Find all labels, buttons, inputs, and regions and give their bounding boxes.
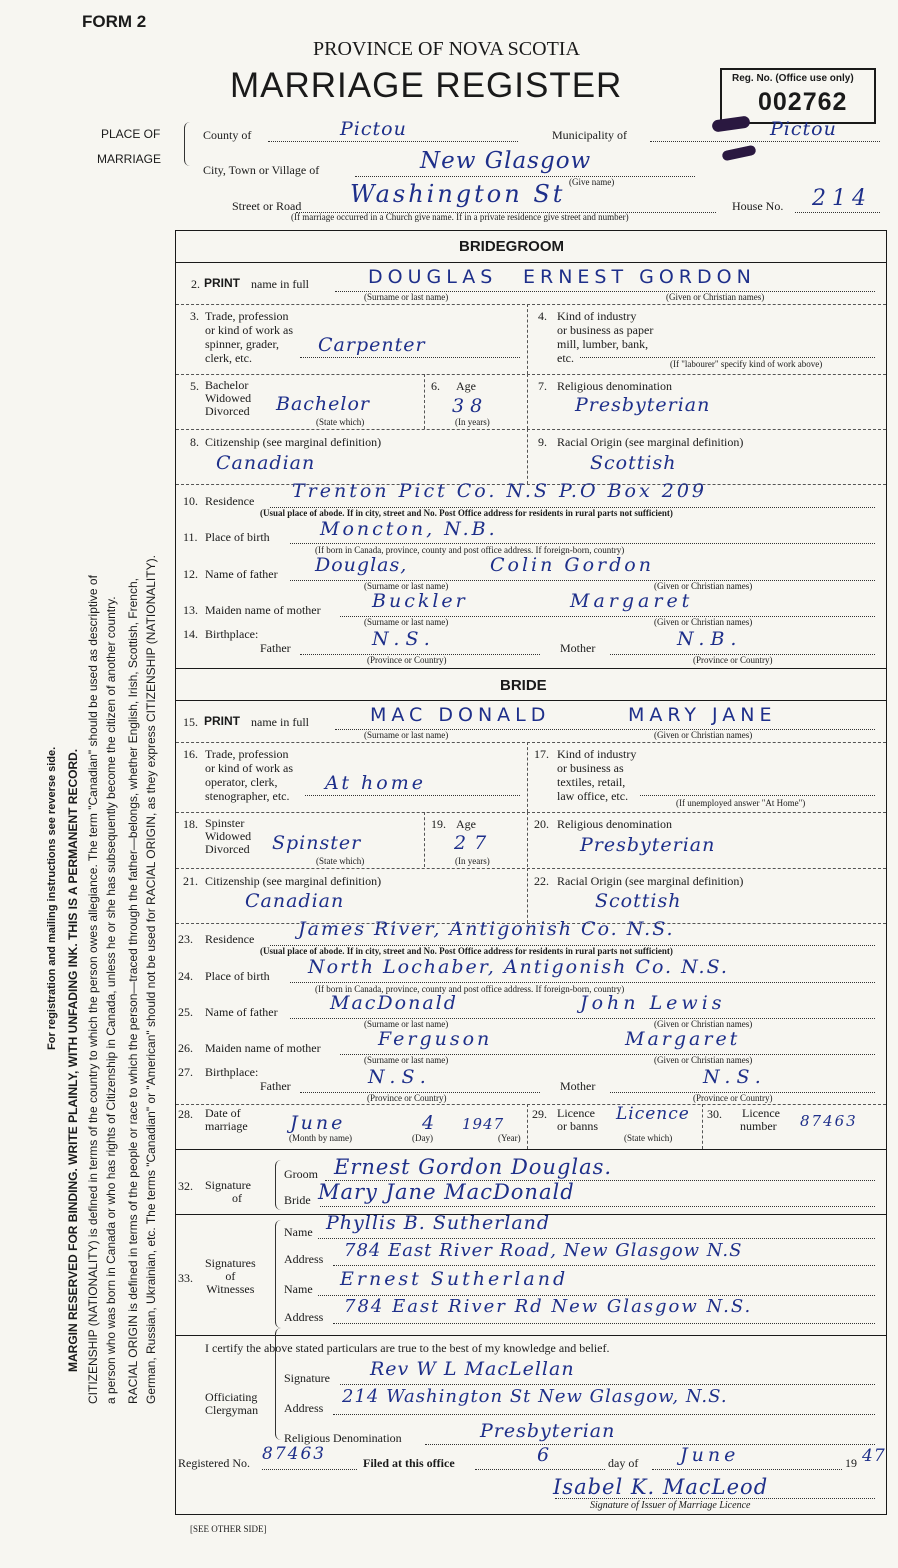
witness-address-label: Address — [284, 1252, 324, 1266]
registered-number-label: Registered No. — [178, 1456, 250, 1470]
bride-father-surname: MacDonald — [330, 992, 458, 1014]
item-number: 6. — [431, 379, 440, 393]
witness-name-label: Name — [284, 1225, 313, 1239]
groom-mother-birthplace: N.B. — [677, 628, 743, 650]
item-number: 14. — [183, 627, 198, 641]
groom-age: 38 — [452, 395, 489, 417]
item-number: 30. — [707, 1107, 722, 1121]
item-number: 16. — [183, 747, 198, 761]
filed-month: June — [680, 1444, 740, 1466]
mother-label: Maiden name of mother — [205, 1041, 321, 1055]
bp-mother-label: Mother — [560, 641, 596, 655]
witness1-name: Phyllis B. Sutherland — [326, 1212, 551, 1234]
licence-label: Licence or banns — [557, 1106, 598, 1133]
day-caption: (Day) — [412, 1133, 433, 1143]
state-which-caption: (State which) — [316, 856, 365, 866]
street-value: Washington St — [350, 180, 566, 208]
item-number: 10. — [183, 494, 198, 508]
racial-label: Racial Origin (see marginal definition) — [557, 435, 744, 449]
clergy-address-label: Address — [284, 1401, 324, 1415]
residence-label: Residence — [205, 494, 255, 508]
house-label: House No. — [732, 199, 784, 213]
registered-number: 87463 — [262, 1444, 327, 1464]
licence-number-label: Licence number — [740, 1106, 780, 1133]
bride-birthplace: North Lochaber, Antigonish Co. N.S. — [308, 956, 729, 978]
given-caption: (Given or Christian names) — [654, 617, 753, 627]
city-value: New Glasgow — [420, 148, 592, 174]
officiating-label: Officiating Clergyman — [205, 1390, 259, 1417]
years-caption: (In years) — [455, 417, 490, 427]
given-caption: (Given or Christian names) — [654, 1055, 753, 1065]
name-label: name in full — [251, 277, 309, 291]
item-number: 24. — [178, 969, 193, 983]
item-number: 19. — [431, 817, 446, 831]
labourer-caption: (If "labourer" specify kind of work above) — [670, 359, 823, 369]
trade-label: Trade, profession or kind of work as spinner, grader, clerk, etc. — [205, 309, 293, 365]
item-number: 25. — [178, 1005, 193, 1019]
religion-label: Religious denomination — [557, 817, 672, 831]
marriage-label: MARRIAGE — [97, 152, 162, 166]
page-title: MARRIAGE REGISTER — [230, 66, 623, 105]
groom-birthplace: Moncton, N.B. — [320, 518, 498, 540]
bracket — [275, 1160, 284, 1210]
residence-caption: (Usual place of abode. If in city, street and No. Post Office address for residents in rural parts not sufficient) — [260, 508, 673, 518]
margin-binding-notice: MARGIN RESERVED FOR BINDING. WRITE PLAINLY, WITH UNFADING INK. THIS IS A PERMANENT RECORD. — [66, 748, 80, 1372]
witness-address-label: Address — [284, 1310, 324, 1324]
licence-or-banns: Licence — [616, 1104, 690, 1124]
father-label: Name of father — [205, 567, 278, 581]
licence-number: 87463 — [800, 1112, 858, 1130]
witnesses-label: Signatures of Witnesses — [205, 1256, 256, 1296]
surname-caption: (Surname or last name) — [364, 292, 449, 302]
province-heading: PROVINCE OF NOVA SCOTIA — [313, 38, 580, 60]
reg-number-label: Reg. No. (Office use only) — [732, 73, 854, 84]
bride-age: 27 — [454, 832, 495, 854]
bp-mother-label: Mother — [560, 1079, 596, 1093]
father-label: Name of father — [205, 1005, 278, 1019]
groom-mother-given: Margaret — [570, 590, 694, 612]
racial-label: Racial Origin (see marginal definition) — [557, 874, 744, 888]
item-number: 7. — [538, 379, 547, 393]
issuer-signature: Isabel K. MacLeod — [553, 1475, 769, 1499]
bride-citizenship: Canadian — [245, 890, 345, 912]
bp-father-label: Father — [260, 641, 291, 655]
form-number: FORM 2 — [82, 12, 147, 31]
day-of-label: day of — [608, 1456, 639, 1470]
print-label: PRINT — [204, 714, 240, 728]
bride-father-birthplace: N.S. — [368, 1066, 432, 1088]
surname-caption: (Surname or last name) — [364, 1019, 449, 1029]
item-number: 22. — [534, 874, 549, 888]
groom-citizenship: Canadian — [216, 452, 316, 474]
see-other-side: [SEE OTHER SIDE] — [190, 1524, 267, 1534]
street-label: Street or Road — [232, 199, 302, 213]
county-label: County of — [203, 128, 252, 142]
residence-label: Residence — [205, 932, 255, 946]
item-number: 27. — [178, 1065, 193, 1079]
groom-signature-label: Groom — [284, 1167, 318, 1181]
bride-mother-birthplace: N.S. — [703, 1066, 767, 1088]
pob-label: Place of birth — [205, 530, 270, 544]
marriage-month: June — [290, 1112, 346, 1134]
clergy-religion-label: Religious Denomination — [284, 1431, 402, 1445]
item-number: 11. — [183, 530, 198, 544]
item-number: 12. — [183, 567, 198, 581]
given-caption: (Given or Christian names) — [666, 292, 765, 302]
bracket — [275, 1220, 284, 1328]
given-caption: (Given or Christian names) — [654, 581, 753, 591]
year-caption: (Year) — [498, 1133, 521, 1143]
item-number: 8. — [190, 435, 199, 449]
witness1-address: 784 East River Road, New Glasgow N.S — [344, 1240, 743, 1261]
bride-father-given: John Lewis — [580, 992, 726, 1014]
surname-caption: (Surname or last name) — [364, 581, 449, 591]
place-label: PLACE OF — [101, 127, 161, 141]
clergy-signature: Rev W L MacLellan — [370, 1358, 575, 1380]
province-caption: (Province or Country) — [693, 1093, 773, 1103]
marriage-year: 1947 — [462, 1115, 505, 1133]
margin-racial-definition: RACIAL ORIGIN is defined in terms of the people or race to which the person—traced through the father—belongs, whether English, Irish, Scottish, French, — [126, 578, 140, 1404]
county-value: Pictou — [340, 118, 407, 140]
item-number: 13. — [183, 603, 198, 617]
item-number: 17. — [534, 747, 549, 761]
clergy-signature-label: Signature — [284, 1371, 330, 1385]
state-which-caption: (State which) — [624, 1133, 673, 1143]
reg-number: 002762 — [758, 88, 848, 116]
bride-given-names: MARY JANE — [628, 704, 777, 726]
bride-trade: At home — [325, 772, 426, 794]
municipality-value: Pictou — [770, 118, 837, 140]
street-caption: (If marriage occurred in a Church give name. If in a private residence give street and number) — [291, 212, 629, 222]
birthplace-label: Birthplace: — [205, 627, 259, 641]
given-caption: (Given or Christian names) — [654, 1019, 753, 1029]
given-caption: (Given or Christian names) — [654, 730, 753, 740]
groom-signature: Ernest Gordon Douglas. — [334, 1155, 613, 1179]
mother-label: Maiden name of mother — [205, 603, 321, 617]
age-label: Age — [456, 379, 476, 393]
item-number: 4. — [538, 309, 547, 323]
filed-label: Filed at this office — [363, 1456, 455, 1470]
certify-statement: I certify the above stated particulars are true to the best of my knowledge and belief. — [205, 1341, 610, 1355]
year-prefix: 19 — [845, 1456, 857, 1470]
margin-citizenship-definition-2: a person who was born in Canada or who has rights of Citizenship in Canada, unless he or she has subsequently become the citizen of another country. — [104, 596, 118, 1404]
province-caption: (Province or Country) — [367, 1093, 447, 1103]
margin-citizenship-definition: CITIZENSHIP (NATIONALITY) is defined in terms of the country to which the person owes allegiance. The term "Canadian" should be used as descriptive of — [86, 575, 100, 1404]
pob-label: Place of birth — [205, 969, 270, 983]
city-label: City, Town or Village of — [203, 163, 320, 177]
birth-caption: (If born in Canada, province, county and post office address. If foreign-born, country) — [315, 545, 625, 555]
bracket — [184, 122, 193, 166]
bride-signature-label: Bride — [284, 1193, 311, 1207]
signature-label: Signature of — [205, 1178, 251, 1205]
witness2-address: 784 East River Rd New Glasgow N.S. — [344, 1296, 753, 1317]
item-number: 29. — [532, 1107, 547, 1121]
item-number: 33. — [178, 1271, 193, 1285]
trade-label: Trade, profession or kind of work as operator, clerk, stenographer, etc. — [205, 747, 293, 803]
house-value: 214 — [812, 186, 872, 211]
ink-blot-icon — [711, 115, 750, 132]
clergy-address: 214 Washington St New Glasgow, N.S. — [342, 1386, 728, 1407]
groom-status: Bachelor — [276, 393, 371, 415]
clergy-religion: Presbyterian — [480, 1420, 616, 1442]
filed-day: 6 — [537, 1444, 551, 1466]
citizenship-label: Citizenship (see marginal definition) — [205, 874, 382, 888]
bride-residence: James River, Antigonish Co. N.S. — [298, 918, 675, 940]
status-label: Spinster Widowed Divorced — [205, 816, 252, 856]
item-number: 9. — [538, 435, 547, 449]
date-label: Date of marriage — [205, 1106, 248, 1133]
religion-label: Religious denomination — [557, 379, 672, 393]
item-number: 2. — [191, 277, 200, 291]
section-bridegroom: BRIDEGROOM — [459, 238, 564, 255]
item-number: 15. — [183, 715, 198, 729]
bride-signature: Mary Jane MacDonald — [318, 1180, 575, 1204]
birthplace-label: Birthplace: — [205, 1065, 259, 1079]
witness2-name: Ernest Sutherland — [340, 1268, 569, 1290]
bride-racial-origin: Scottish — [595, 890, 682, 912]
municipality-label: Municipality of — [552, 128, 627, 142]
bride-surname: MAC DONALD — [370, 704, 551, 726]
groom-given-names: ERNEST GORDON — [523, 266, 756, 288]
issuer-caption: Signature of Issuer of Marriage Licence — [590, 1500, 751, 1511]
item-number: 3. — [190, 309, 199, 323]
groom-mother-surname: Buckler — [372, 590, 468, 612]
age-label: Age — [456, 817, 476, 831]
item-number: 18. — [183, 817, 198, 831]
bride-religion: Presbyterian — [580, 834, 716, 856]
name-label: name in full — [251, 715, 309, 729]
groom-father-birthplace: N.S. — [372, 628, 436, 650]
unemployed-caption: (If unemployed answer "At Home") — [676, 798, 806, 808]
surname-caption: (Surname or last name) — [364, 617, 449, 627]
surname-caption: (Surname or last name) — [364, 1055, 449, 1065]
residence-caption: (Usual place of abode. If in city, street and No. Post Office address for residents in rural parts not sufficient) — [260, 946, 673, 956]
bp-father-label: Father — [260, 1079, 291, 1093]
groom-surname: DOUGLAS — [368, 266, 498, 288]
years-caption: (In years) — [455, 856, 490, 866]
bride-mother-given: Margaret — [625, 1028, 741, 1050]
groom-father-surname: Douglas, — [315, 554, 408, 576]
item-number: 28. — [178, 1107, 193, 1121]
bracket — [275, 1328, 284, 1440]
ink-blot-icon — [721, 145, 756, 162]
status-label: Bachelor Widowed Divorced — [205, 378, 252, 418]
birth-caption: (If born in Canada, province, county and post office address. If foreign-born, country) — [315, 984, 625, 994]
item-number: 32. — [178, 1179, 193, 1193]
groom-racial-origin: Scottish — [590, 452, 677, 474]
province-caption: (Province or Country) — [693, 655, 773, 665]
month-caption: (Month by name) — [289, 1133, 352, 1143]
groom-trade: Carpenter — [318, 334, 426, 356]
province-caption: (Province or Country) — [367, 655, 447, 665]
groom-religion: Presbyterian — [575, 394, 711, 416]
bride-mother-surname: Ferguson — [378, 1028, 493, 1050]
section-bride: BRIDE — [500, 677, 547, 694]
groom-father-given: Colin Gordon — [490, 554, 654, 576]
item-number: 23. — [178, 932, 193, 946]
filed-year: 47 — [862, 1446, 886, 1466]
city-caption: (Give name) — [569, 177, 615, 187]
item-number: 20. — [534, 817, 549, 831]
citizenship-label: Citizenship (see marginal definition) — [205, 435, 382, 449]
surname-caption: (Surname or last name) — [364, 730, 449, 740]
item-number: 5. — [190, 379, 199, 393]
industry-label: Kind of industry or business as textiles, retail, law office, etc. — [557, 747, 637, 803]
print-label: PRINT — [204, 276, 240, 290]
industry-label: Kind of industry or business as paper mill, lumber, bank, etc. — [557, 309, 654, 365]
margin-instructions: For registration and mailing instructions see reverse side. — [46, 746, 58, 1050]
groom-residence: Trenton Pict Co. N.S P.O Box 209 — [292, 480, 708, 502]
item-number: 21. — [183, 874, 198, 888]
item-number: 26. — [178, 1041, 193, 1055]
state-which-caption: (State which) — [316, 417, 365, 427]
margin-racial-definition-2: German, Russian, Ukrainian, etc. The terms "Canadian" or "American" should not be used for RACIAL ORIGIN, as they express CITIZENSHIP (NATIONALITY). — [144, 555, 158, 1404]
marriage-day: 4 — [422, 1112, 436, 1134]
witness-name-label: Name — [284, 1282, 313, 1296]
bride-status: Spinster — [272, 832, 362, 854]
